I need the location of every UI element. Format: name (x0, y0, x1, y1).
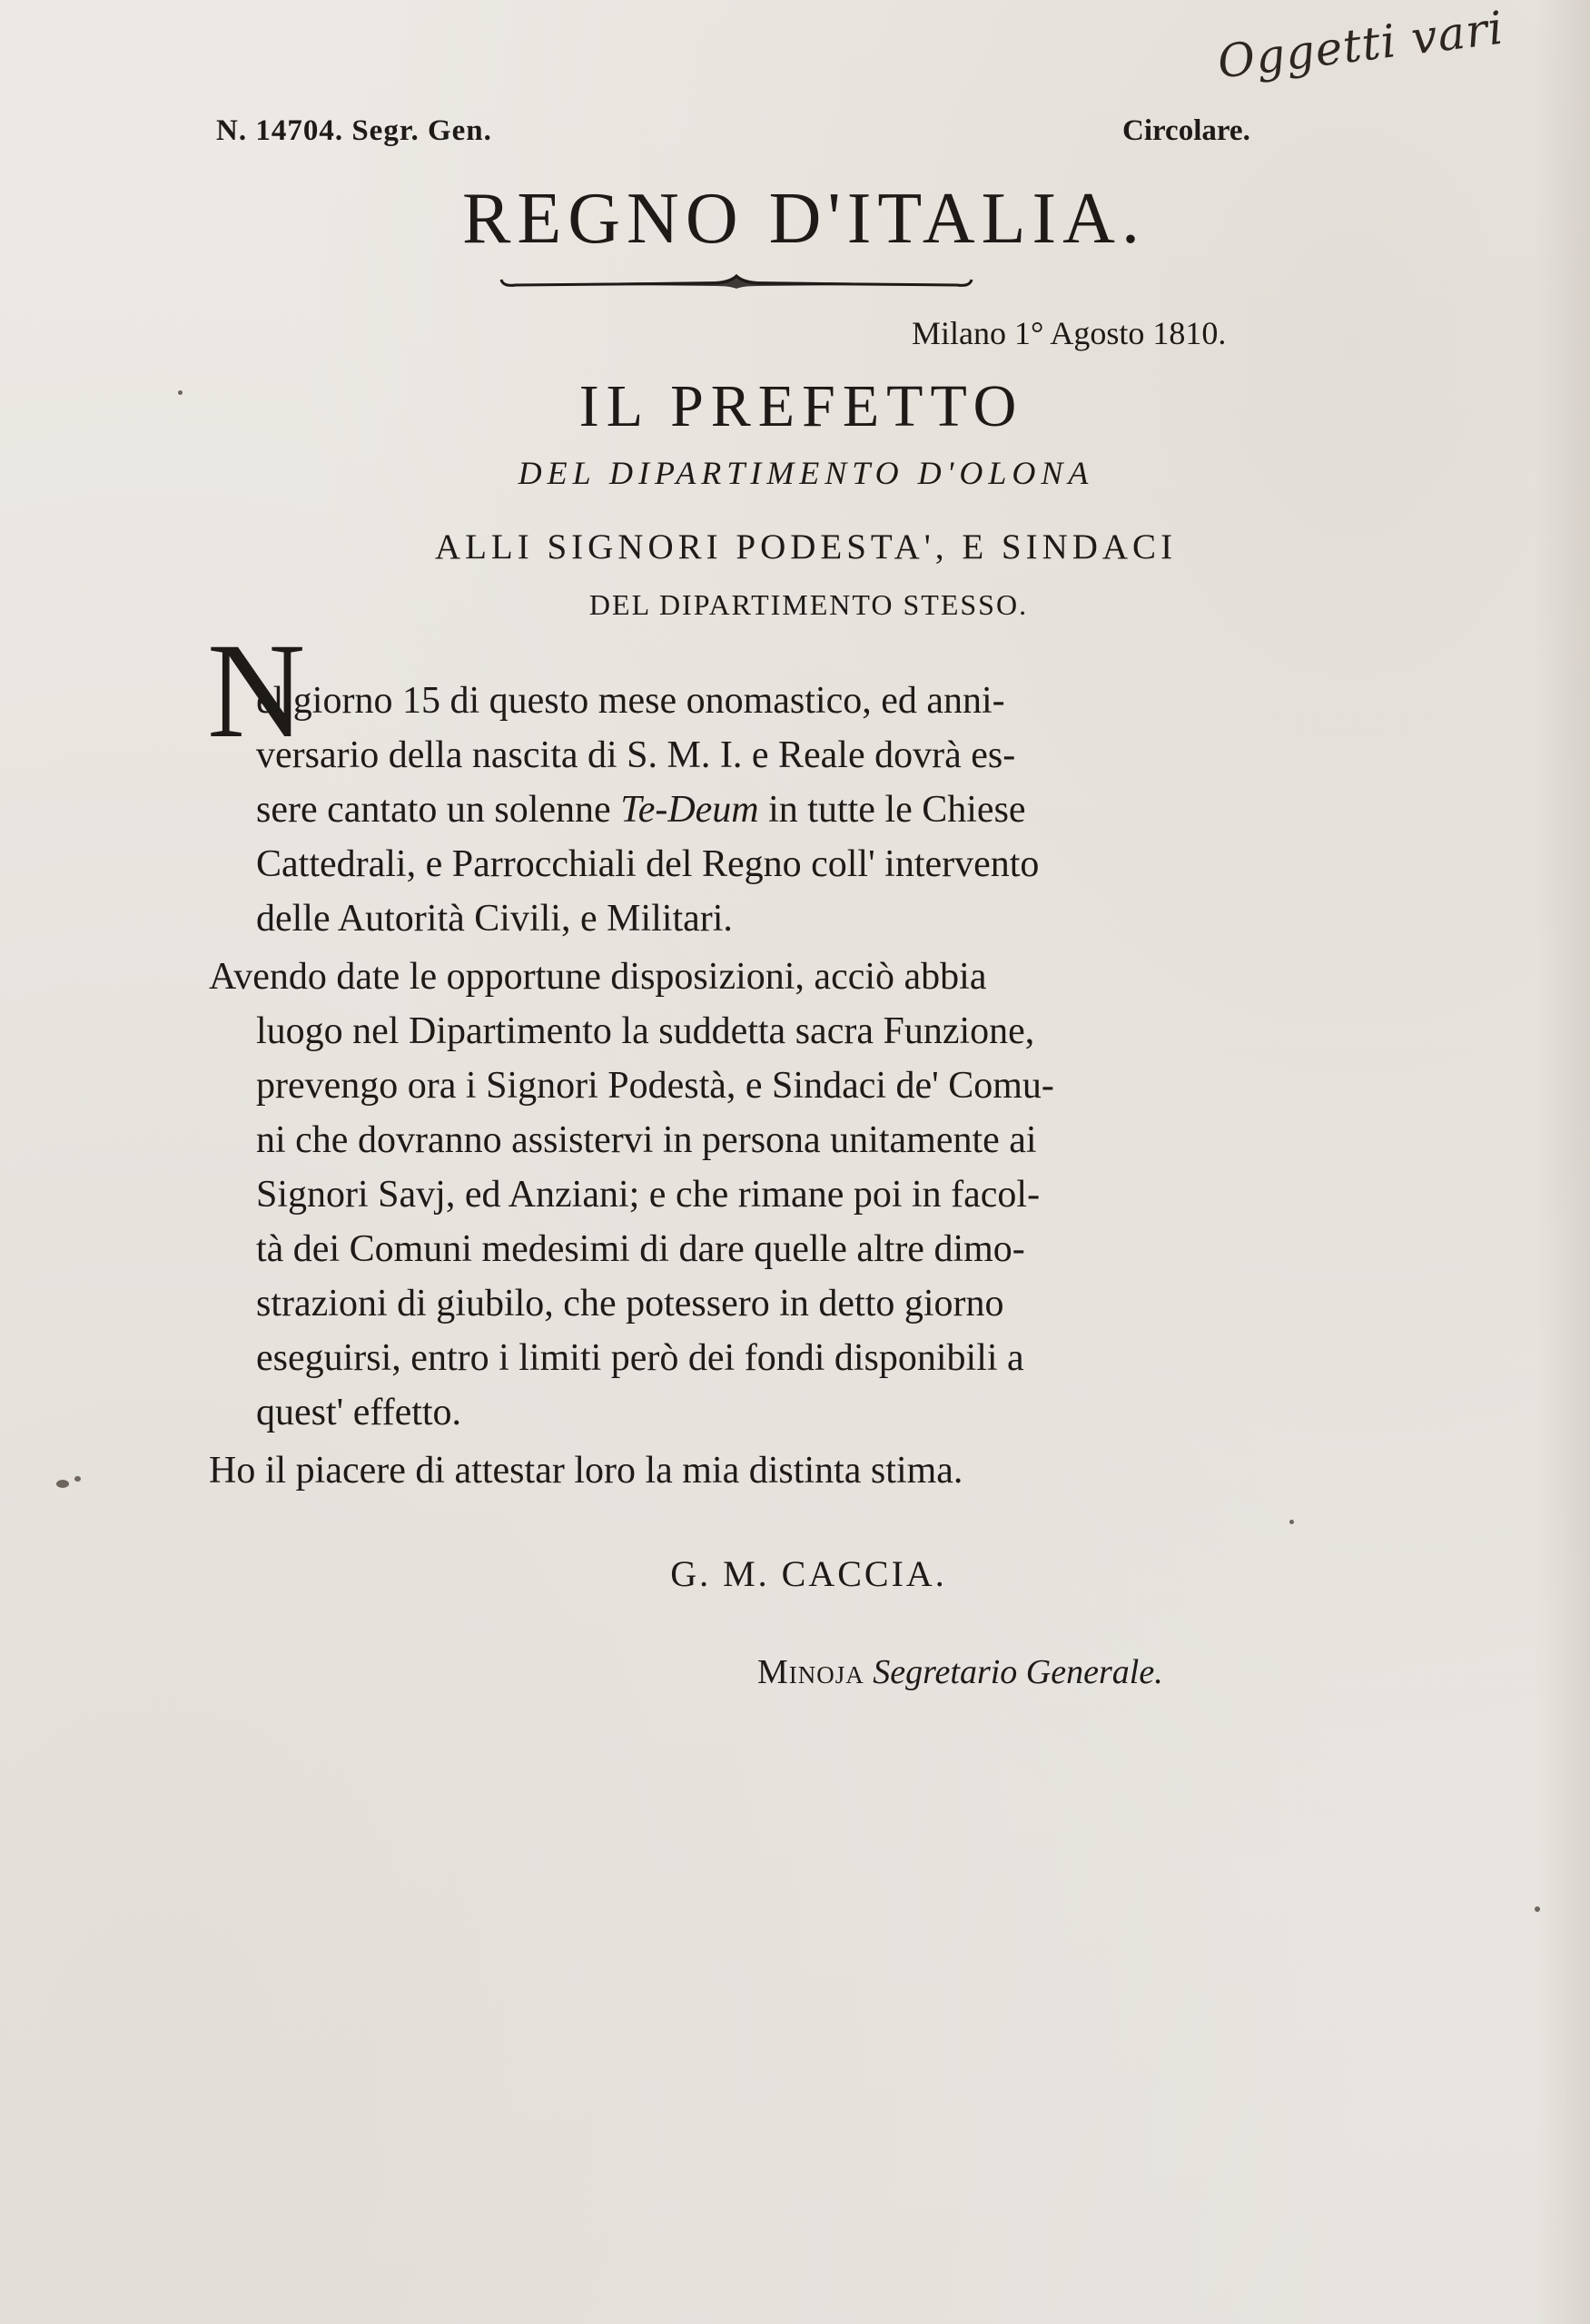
kingdom-heading: REGNO D'ITALIA. (462, 179, 1146, 259)
paper-stain (1289, 1520, 1294, 1524)
paragraph-1-line-1: el giorno 15 di questo mese onomastico, ed anni- (256, 680, 1005, 722)
paragraph-2-line-2: luogo nel Dipartimento la suddetta sacra Funzione, (256, 1010, 1035, 1052)
paragraph-2-line-4: ni che dovranno assistervi in persona unitamente ai (256, 1119, 1037, 1161)
drop-cap-initial: N (207, 615, 306, 766)
addressees-line-1: ALLI SIGNORI PODESTA', E SINDACI (434, 527, 1178, 566)
closing-salutation: Ho il piacere di attestar loro la mia distinta stima. (209, 1450, 963, 1492)
paper-stain (178, 390, 183, 395)
paragraph-1-line-5: delle Autorità Civili, e Militari. (256, 898, 733, 940)
secretary-signature (757, 1652, 1163, 1692)
sender-title: IL PREFETTO (578, 373, 1024, 439)
text-run: in tutte le Chiese (758, 789, 1026, 831)
document-kind: Circolare. (1122, 114, 1250, 147)
signatory-name: G. M. CACCIA. (670, 1553, 947, 1594)
paragraph-2-line-9: quest' effetto. (256, 1392, 462, 1433)
paragraph-2-line-3: prevengo ora i Signori Podestà, e Sindaci de' Comu- (256, 1065, 1054, 1107)
paragraph-2-line-7: strazioni di giubilo, che potessero in detto giorno (256, 1283, 1004, 1324)
page-edge-shadow (1536, 0, 1590, 2324)
ornamental-rule (498, 269, 975, 292)
place-and-date: Milano 1° Agosto 1810. (912, 315, 1227, 351)
secretary-name: Minoja (757, 1653, 864, 1691)
sender-department: DEL DIPARTIMENTO D'OLONA (518, 455, 1094, 491)
te-deum-italic: Te-Deum (620, 789, 759, 831)
secretary-title: Segretario Generale. (873, 1653, 1163, 1691)
paragraph-2-line-8: eseguirsi, entro i limiti però dei fondi disponibili a (256, 1337, 1024, 1379)
paragraph-1-line-2: versario della nascita di S. M. I. e Reale dovrà es- (256, 734, 1016, 776)
circular-reference-number: N. 14704. Segr. Gen. (216, 114, 492, 147)
paragraph-1-line-4: Cattedrali, e Parrocchiali del Regno coll' intervento (256, 843, 1040, 885)
paper-stain (74, 1476, 81, 1482)
paragraph-1-line-3 (256, 788, 1255, 832)
paragraph-2-line-6: tà dei Comuni medesimi di dare quelle altre dimo- (256, 1228, 1025, 1270)
paragraph-2-line-5: Signori Savj, ed Anziani; e che rimane poi in facol- (256, 1174, 1041, 1216)
paragraph-2-line-1: Avendo date le opportune disposizioni, acciò abbia (209, 956, 987, 998)
addressees-line-2: DEL DIPARTIMENTO STESSO. (588, 588, 1029, 621)
handwritten-note: Oggetti vari (1214, 1, 1507, 89)
text-run: sere cantato un solenne (256, 789, 621, 831)
paper-stain (1535, 1906, 1540, 1912)
paper-stain (56, 1480, 69, 1488)
